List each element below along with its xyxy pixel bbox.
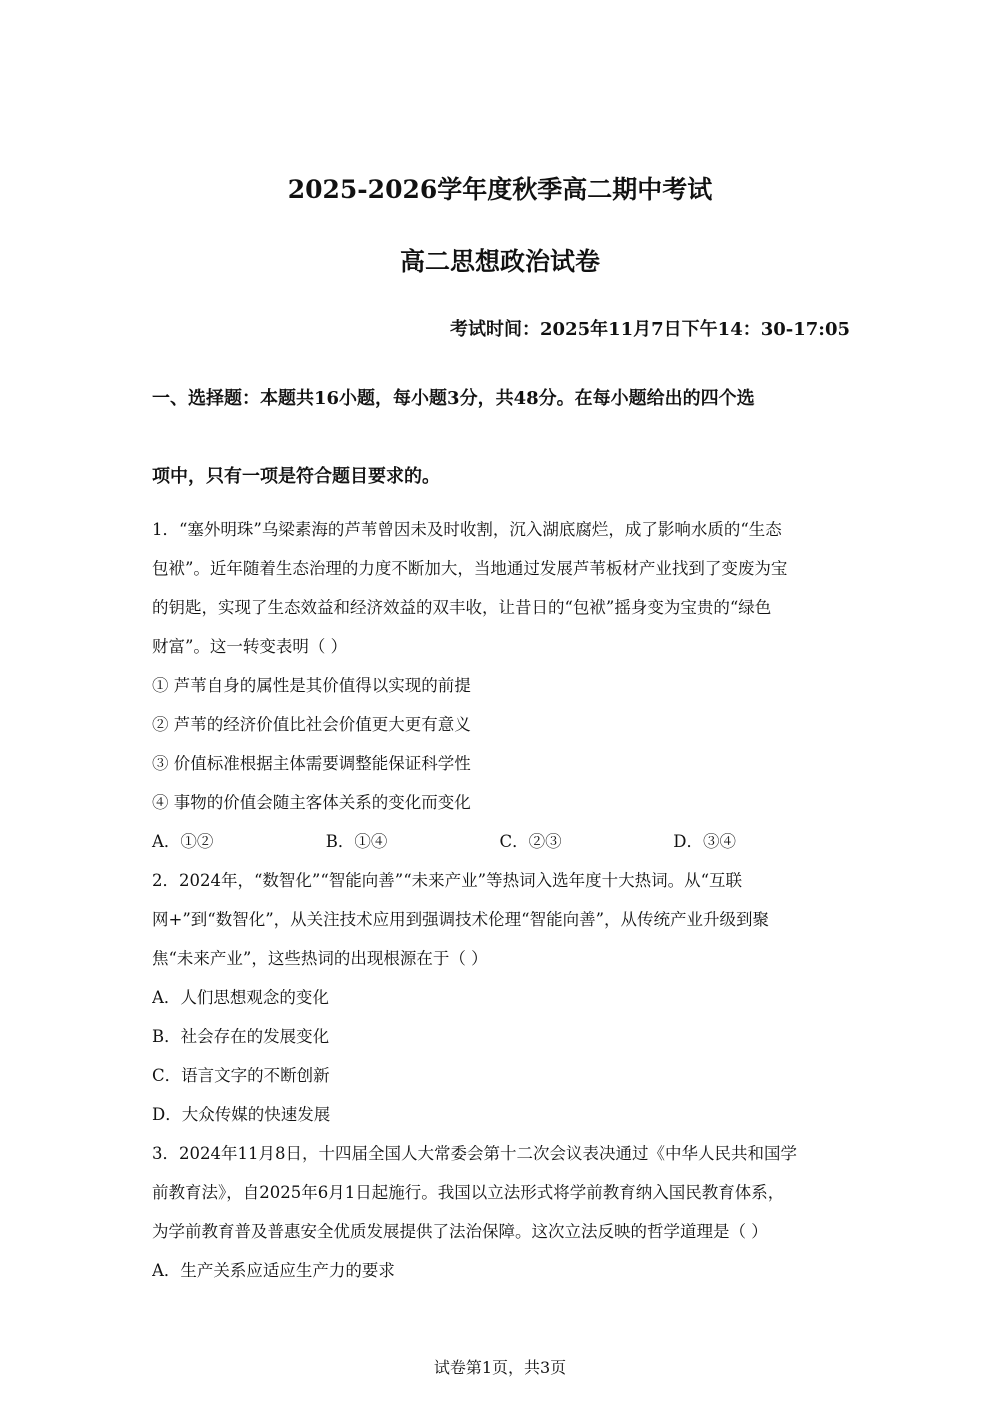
question-1-stem-line: 财富”。这一转变表明（ ） (152, 637, 348, 656)
question-1-option-d: D．③④ (673, 832, 736, 851)
question-3-stem-line: 3．2024年11月8日，十四届全国人大常委会第十二次会议表决通过《中华人民共和国学 (152, 1144, 797, 1163)
question-1-item: ④ 事物的价值会随主客体关系的变化而变化 (152, 793, 471, 812)
page-footer: 试卷第1页，共3页 (433, 1358, 567, 1377)
questions-body (152, 510, 847, 1290)
question-1-item: ③ 价值标准根据主体需要调整能保证科学性 (152, 754, 471, 773)
exam-time: 考试时间：2025年11月7日下午14：30-17:05 (450, 319, 850, 340)
section-heading-line-2: 项中，只有一项是符合题目要求的。 (152, 466, 440, 487)
question-2-option-a: A．人们思想观念的变化 (152, 988, 329, 1007)
question-2-stem-line: 网+”到“数智化”，从关注技术应用到强调技术伦理“智能向善”，从传统产业升级到聚 (152, 910, 770, 929)
question-1-stem-line: 1．“塞外明珠”乌梁素海的芦苇曾因未及时收割，沉入湖底腐烂，成了影响水质的“生态 (152, 520, 782, 539)
question-1-option-c: C．②③ (499, 832, 562, 851)
question-1-option-b: B．①④ (325, 832, 388, 851)
question-2-option-d: D．大众传媒的快速发展 (152, 1105, 331, 1124)
question-3-stem-line: 为学前教育普及普惠安全优质发展提供了法治保障。这次立法反映的哲学道理是（ ） (152, 1222, 768, 1241)
question-1-item: ① 芦苇自身的属性是其价值得以实现的前提 (152, 676, 471, 695)
question-1-stem-line: 的钥匙，实现了生态效益和经济效益的双丰收，让昔日的“包袱”摇身变为宝贵的“绿色 (152, 598, 772, 617)
question-2-option-b: B．社会存在的发展变化 (152, 1027, 330, 1046)
question-2-option-c: C．语言文字的不断创新 (152, 1066, 330, 1085)
question-3-option-a: A．生产关系应适应生产力的要求 (152, 1261, 395, 1280)
question-2-stem-line: 2．2024年，“数智化”“智能向善”“未来产业”等热词入选年度十大热词。从“互联 (152, 871, 743, 890)
question-3-stem-line: 前教育法》，自2025年6月1日起施行。我国以立法形式将学前教育纳入国民教育体系， (152, 1183, 785, 1202)
question-1-options (152, 822, 847, 861)
question-1-stem-line: 包袱”。近年随着生态治理的力度不断加大，当地通过发展芦苇板材产业找到了变废为宝 (152, 559, 788, 578)
section-heading-line-1: 一、选择题：本题共16小题，每小题3分，共48分。在每小题给出的四个选 (152, 388, 755, 409)
exam-title: 2025-2026学年度秋季高二期中考试 (287, 175, 713, 204)
question-2-stem-line: 焦“未来产业”，这些热词的出现根源在于（ ） (152, 949, 488, 968)
exam-subtitle: 高二思想政治试卷 (399, 247, 600, 276)
question-1-option-a: A．①② (152, 832, 214, 851)
question-1-item: ② 芦苇的经济价值比社会价值更大更有意义 (152, 715, 471, 734)
